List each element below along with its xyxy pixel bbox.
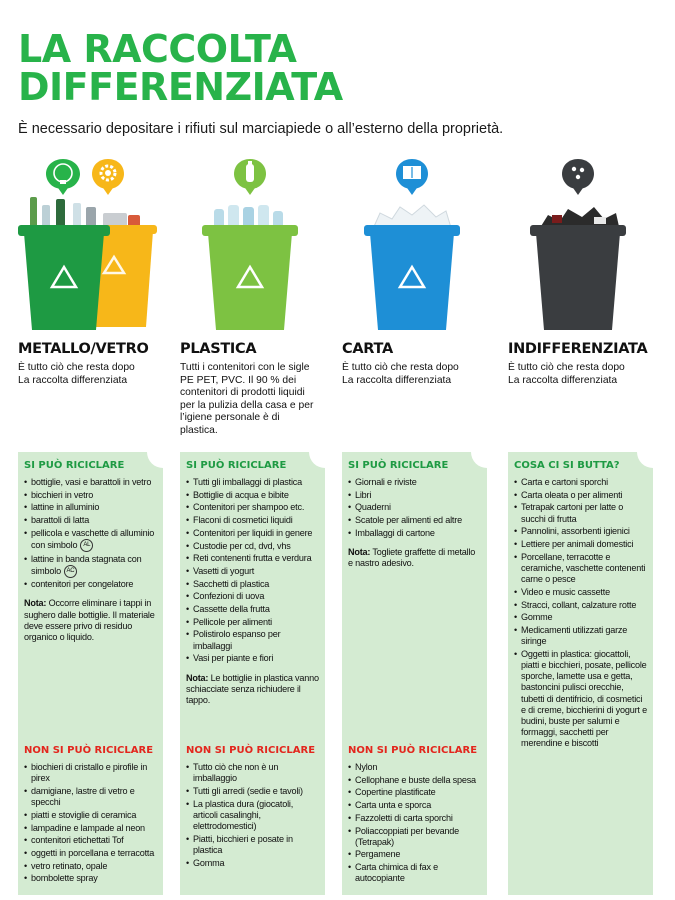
list-item: • Stracci, collant, calzature rotte [514,600,647,611]
panel-carta [342,452,487,895]
list-item: • Imballaggi di cartone [348,528,481,539]
page-subtitle: È necessario depositare i rifiuti sul marciapiede o all’esterno della proprietà. [18,121,504,137]
list-item: • Custodie per cd, dvd, vhs [186,541,319,552]
category-desc-indifferenziata: È tutto ciò che resta dopo La raccolta differenziata [508,362,625,386]
bin-illustration-plastica [180,155,330,335]
list-item: • Tetrapak cartoni per latte o succhi di frutta [514,502,647,524]
newspaper-pin-icon [396,159,428,195]
category-carta [342,155,492,386]
list-item: • Libri [348,490,481,501]
category-desc-carta: È tutto ciò che resta dopo La raccolta differenziata [342,362,459,386]
panel-heading-recyclable: SI PUÒ RICICLARE [24,460,125,471]
list-item: • Sacchetti di plastica [186,579,319,590]
list-item: • Quaderni [348,502,481,513]
list-item: • Porcellane, terracotte e ceramiche, vaschette contenenti carne o pesce [514,552,647,586]
list-item: • Gomma [186,858,319,869]
panel-note: Nota: Togliete graffette di metallo e nastro adesivo. [348,547,476,569]
waste-pin-icon [562,159,594,195]
title-line-1: LA RACCOLTA [18,27,297,71]
list-item: • contenitori etichettati Tof [24,835,157,846]
list-item: • Pellicole per alimenti [186,617,319,628]
category-indifferenziata [508,155,658,386]
panel-heading-recyclable: SI PUÒ RICICLARE [186,460,287,471]
gear-pin-icon [92,159,124,195]
list-item: • oggetti in porcellana e terracotta [24,848,157,859]
category-desc-metallo-vetro: È tutto ciò che resta dopo La raccolta differenziata [18,362,135,386]
panel-heading-not-recyclable: NON SI PUÒ RICICLARE [348,745,478,756]
list-item: • lattine in alluminio [24,502,157,513]
accepted-list [514,477,647,750]
lightbulb-pin-icon [46,159,80,195]
list-item: • Video e music cassette [514,587,647,598]
page-title [18,27,343,109]
panel-note: Nota: Occorre eliminare i tappi in sughero dalle bottiglie. Il materiale deve essere privo di residuo organico o liquido. [24,598,155,643]
panel-plastica [180,452,325,895]
list-item: • Flaconi di cosmetici liquidi [186,515,319,526]
category-title-indifferenziata: INDIFFERENZIATA [508,341,648,357]
list-item: • pellicola e vaschette di alluminio con simbolo AL [24,528,157,552]
list-item: • Vasetti di yogurt [186,566,319,577]
list-item: • Poliaccoppiati per bevande (Tetrapak) [348,826,481,848]
bin-illustration-metallo-vetro [18,155,168,335]
list-item: • Confezioni di uova [186,591,319,602]
list-item: • bottiglie, vasi e barattoli in vetro [24,477,157,488]
list-item: • Bottiglie di acqua e bibite [186,490,319,501]
list-item: • Cassette della frutta [186,604,319,615]
list-item: • Piatti, bicchieri e posate in plastica [186,834,319,856]
category-plastica [180,155,330,436]
list-item: • Carta oleata o per alimenti [514,490,647,501]
panel-heading-recyclable: SI PUÒ RICICLARE [348,460,449,471]
panel-note: Nota: Le bottiglie in plastica vanno schiacciate senza richiudere il tappo. [186,672,319,706]
panel-heading-not-recyclable: NON SI PUÒ RICICLARE [24,745,154,756]
list-item: • Tutto ciò che non è un imballaggio [186,762,319,784]
panel-heading-not-recyclable: NON SI PUÒ RICICLARE [186,745,316,756]
list-item: • Pannolini, assorbenti igienici [514,526,647,537]
list-item: • La plastica dura (giocatoli, articoli casalinghi, elettrodomestici) [186,799,319,833]
bottle-pin-icon [234,159,266,195]
recyclable-list [24,477,157,590]
category-title-carta: CARTA [342,341,393,357]
not-recyclable-list [186,762,319,869]
list-item: • Fazzoletti di carta sporchi [348,813,481,824]
list-item: • Tutti gli arredi (sedie e tavoli) [186,786,319,797]
list-item: • Contenitori per shampoo etc. [186,502,319,513]
recyclable-list [186,477,319,665]
not-recyclable-list [348,762,481,885]
steel-symbol: AC [64,565,77,578]
list-item: • Scatole per alimenti ed altre [348,515,481,526]
not-recyclable-list [24,762,157,885]
panel-indifferenziata [508,452,653,895]
category-desc-plastica: Tutti i contenitori con le sigle PE PET, PVC. Il 90 % dei contenitori di prodotti liquidi per la pulizia della casa e per l’igiene personale è di plastica. [180,362,314,436]
list-item: • Vasi per piante e fiori [186,653,319,664]
list-item: • Polistirolo espanso per imballaggi [186,629,319,651]
list-item: • biochieri di cristallo e pirofile in pirex [24,762,157,784]
list-item: • Pergamene [348,849,481,860]
list-item: • contenitori per congelatore [24,579,157,590]
category-title-metallo-vetro: METALLO/VETRO [18,341,149,357]
title-line-2: DIFFERENZIATA [18,65,343,109]
bin-illustration-indifferenziata [508,155,658,335]
aluminium-symbol: AL [80,539,93,552]
list-item: • Carta e cartoni sporchi [514,477,647,488]
list-item: • Carta unta e sporca [348,800,481,811]
list-item: • barattoli di latta [24,515,157,526]
list-item: • Carta chimica di fax e autocopiante [348,862,481,884]
list-item: • Giornali e riviste [348,477,481,488]
list-item: • lattine in banda stagnata con simbolo AC [24,554,157,578]
panel-heading-what-goes-in: COSA CI SI BUTTA? [514,460,620,471]
list-item: • Reti contenenti frutta e verdura [186,553,319,564]
list-item: • Cellophane e buste della spesa [348,775,481,786]
list-item: • Gomme [514,612,647,623]
panel-metallo-vetro [18,452,163,895]
category-metallo-vetro [18,155,168,386]
bin-illustration-carta [342,155,492,335]
list-item: • Copertine plastificate [348,787,481,798]
list-item: • bicchieri in vetro [24,490,157,501]
list-item: • Tutti gli imballaggi di plastica [186,477,319,488]
list-item: • piatti e stoviglie di ceramica [24,810,157,821]
list-item: • Oggetti in plastica: giocattoli, piatti e bicchieri, posate, pellicole sporche, lamette usa e getta, bastoncini pulisci orecchie, tubetti di dentifricio, di cosmetici e di creme, bicchierini di yogurt e budini, buste per salumi e formaggi, sacchetti per merendine e biscotti [514,649,647,750]
list-item: • vetro retinato, opale [24,861,157,872]
category-title-plastica: PLASTICA [180,341,257,357]
list-item: • damigiane, lastre di vetro e specchi [24,786,157,808]
recyclable-list [348,477,481,539]
list-item: • Medicamenti utilizzati garze siringe [514,625,647,647]
list-item: • Contenitori per liquidi in genere [186,528,319,539]
list-item: • lampadine e lampade al neon [24,823,157,834]
list-item: • bombolette spray [24,873,157,884]
list-item: • Lettiere per animali domestici [514,539,647,550]
list-item: • Nylon [348,762,481,773]
